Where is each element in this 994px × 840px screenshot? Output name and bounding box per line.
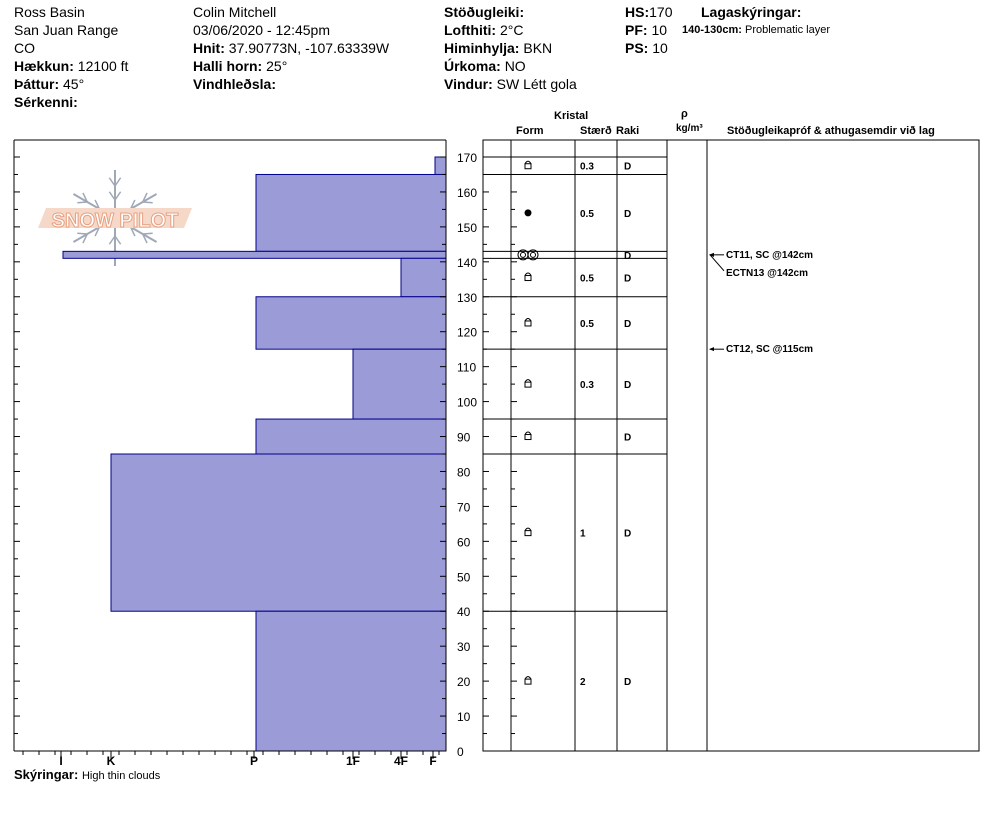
observation-datetime: 03/06/2020 - 12:45pm <box>193 22 330 38</box>
hardness-bar-8 <box>256 611 446 751</box>
ps-label: PS: <box>625 40 649 56</box>
coordinates-label: Hnit: <box>193 40 225 56</box>
layer-note-text: Problematic layer <box>745 24 830 36</box>
rho-header: ρ <box>681 108 688 120</box>
crystal-form-4 <box>525 318 531 326</box>
hardness-bar-3 <box>401 258 446 296</box>
crystal-size-5: 0.3 <box>580 380 594 392</box>
ice-inner <box>521 252 526 257</box>
hs-value: 170 <box>649 4 673 20</box>
wind-label: Vindur: <box>444 76 493 92</box>
wind-value: SW Létt gola <box>496 76 577 92</box>
height-label: 90 <box>457 430 471 445</box>
pf-value: 10 <box>651 22 668 38</box>
crystal-form-8 <box>525 677 531 685</box>
height-label: 60 <box>457 535 471 550</box>
graupel-icon <box>525 209 532 216</box>
hardness-bar-4 <box>256 297 446 349</box>
crystal-size-7: 1 <box>580 528 586 540</box>
aspect-value: 45° <box>63 76 85 92</box>
table-frame <box>483 140 979 751</box>
moisture-5: D <box>624 380 632 392</box>
moisture-4: D <box>624 318 632 330</box>
precip-label: Úrkoma: <box>444 58 501 74</box>
logo-branch <box>77 233 87 234</box>
crystal-size-8: 2 <box>580 677 586 689</box>
size-header: Stærð <box>580 125 612 137</box>
air-temp-value: 2°C <box>499 22 524 38</box>
ice-inner <box>531 252 536 257</box>
pf-label: PF: <box>625 22 648 38</box>
location-area: Ross Basin <box>14 4 85 20</box>
aspect-label: Þáttur: <box>14 76 60 92</box>
crystal-form-icon <box>525 382 531 387</box>
sky-label: Himinhylja: <box>444 40 520 56</box>
form-header: Form <box>516 125 544 137</box>
crystal-form-icon <box>525 276 531 281</box>
stability-test-0: CT11, SC @142cm <box>726 249 814 261</box>
observer-name: Colin Mitchell <box>193 4 277 20</box>
crystal-size-3: 0.5 <box>580 273 594 285</box>
comments-value: High thin clouds <box>81 770 161 782</box>
crystal-form-icon <box>525 321 531 326</box>
location-range: San Juan Range <box>14 22 119 38</box>
test-leader-1 <box>710 255 724 271</box>
crystal-form-icon <box>525 679 531 684</box>
crystal-form-icon <box>525 435 531 440</box>
moisture-7: D <box>624 528 632 540</box>
layer-notes-label: Lagaskýringar: <box>701 4 802 20</box>
slope-label: Halli horn: <box>193 58 263 74</box>
hardness-label-1F: 1F <box>345 754 361 768</box>
stability-test-1: ECTN13 @142cm <box>726 267 809 279</box>
density-unit-header: kg/m³ <box>676 123 703 134</box>
height-label: 170 <box>457 151 478 165</box>
air-temp-label: Lofthiti: <box>444 22 497 38</box>
height-label: 150 <box>457 220 478 235</box>
hardness-label-P: P <box>249 754 259 768</box>
moisture-0: D <box>624 161 632 173</box>
crystal-header: Kristal <box>554 110 589 122</box>
logo-branch <box>77 202 87 203</box>
crystal-form-0 <box>525 161 531 169</box>
height-label: 30 <box>457 640 471 655</box>
crystal-form-7 <box>525 528 531 536</box>
crystal-size-4: 0.5 <box>580 318 594 330</box>
height-label: 10 <box>457 710 471 725</box>
height-label: 130 <box>457 290 478 305</box>
tests-header: Stöðugleikapróf & athugasemdir við lag <box>727 125 935 137</box>
hardness-label-I: I <box>59 754 63 768</box>
layer-note-range: 140-130cm: <box>682 24 742 36</box>
height-label: 100 <box>457 395 478 410</box>
moisture-3: D <box>624 273 632 285</box>
elevation-value: 12100 ft <box>77 58 129 74</box>
height-label: 50 <box>457 570 471 585</box>
crystal-form-3 <box>525 273 531 281</box>
height-label: 160 <box>457 185 478 200</box>
stability-test-2: CT12, SC @115cm <box>726 344 814 356</box>
features-label: Sérkenni: <box>14 94 78 110</box>
crystal-form-5 <box>525 380 531 388</box>
moisture-8: D <box>624 677 632 689</box>
height-label: 70 <box>457 500 471 515</box>
moisture-1: D <box>624 208 632 220</box>
logo-branch <box>143 202 153 203</box>
stability-label: Stöðugleiki: <box>444 4 525 20</box>
moisture-2: D <box>624 250 632 262</box>
ps-value: 10 <box>652 40 668 56</box>
coordinates-value: 37.90773N, -107.63339W <box>228 40 390 56</box>
hardness-bar-2 <box>63 251 446 258</box>
hardness-label-4F: 4F <box>393 754 409 768</box>
hardness-bar-5 <box>353 349 446 419</box>
crystal-form-icon <box>525 531 531 536</box>
hardness-bar-0 <box>435 157 446 174</box>
moisture-header: Raki <box>616 125 640 137</box>
height-label: 0 <box>457 745 464 759</box>
crystal-size-0: 0.3 <box>580 161 594 173</box>
crystal-form-1 <box>525 209 532 216</box>
logo-text: SNOW PILOT <box>51 210 179 232</box>
wind-loading-label: Vindhleðsla: <box>193 76 276 92</box>
crystal-form-icon <box>525 164 531 169</box>
crystal-size-1: 0.5 <box>580 208 594 220</box>
hardness-bar-7 <box>111 454 446 611</box>
location-state: CO <box>14 40 35 56</box>
height-label: 20 <box>457 675 471 690</box>
elevation-label: Hækkun: <box>14 58 74 74</box>
test-arrow-2 <box>709 347 714 351</box>
height-label: 40 <box>457 605 471 620</box>
sky-value: BKN <box>523 40 553 56</box>
moisture-6: D <box>624 432 632 444</box>
hardness-bars <box>63 157 446 751</box>
height-label: 120 <box>457 325 478 340</box>
hardness-label-K: K <box>106 754 116 768</box>
hardness-bar-1 <box>256 174 446 251</box>
comments-label: Skýringar: <box>14 767 79 782</box>
height-label: 80 <box>457 465 471 480</box>
precip-value: NO <box>504 58 526 74</box>
hardness-label-F: F <box>429 754 437 768</box>
hs-label: HS: <box>625 4 650 20</box>
slope-value: 25° <box>266 58 288 74</box>
crystal-form-6 <box>525 432 531 440</box>
hardness-bar-6 <box>256 419 446 454</box>
logo-branch <box>143 233 153 234</box>
layer-table <box>483 140 979 751</box>
height-label: 140 <box>457 255 478 270</box>
height-label: 110 <box>457 360 477 375</box>
